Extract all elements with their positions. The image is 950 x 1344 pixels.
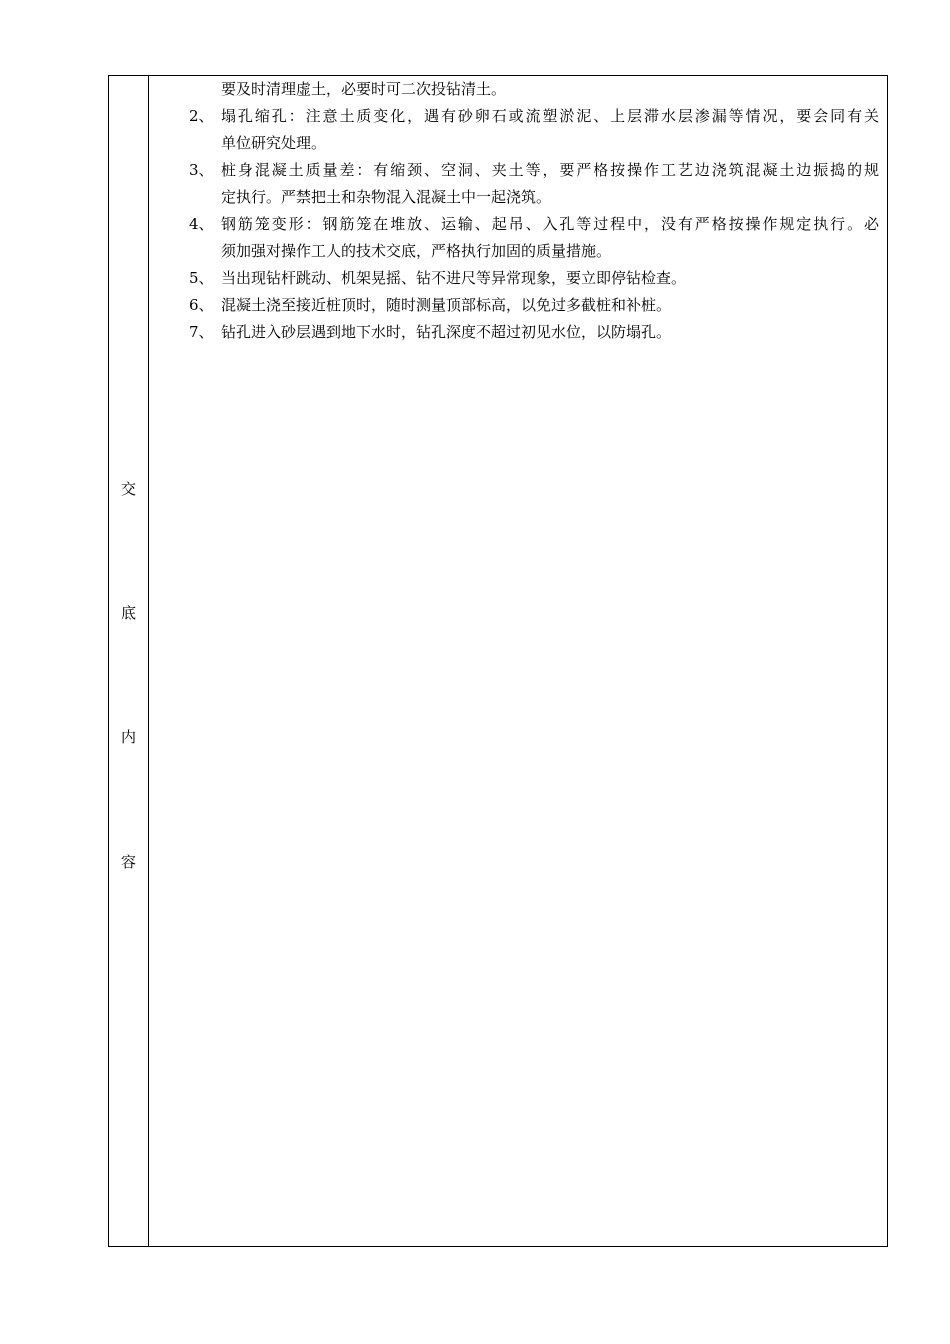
item-number: 7、 xyxy=(189,323,214,341)
list-item xyxy=(149,319,887,346)
section-label-char: 容 xyxy=(120,853,136,871)
list-item xyxy=(149,211,887,238)
section-label-char: 底 xyxy=(120,604,136,622)
section-label-char: 交 xyxy=(120,480,136,498)
item-text-line: 当出现钻杆跳动、机架晃摇、钻不进尺等异常现象，要立即停钻检查。 xyxy=(221,269,687,287)
disclosure-table xyxy=(108,75,888,1247)
item-number: 3、 xyxy=(189,161,214,179)
item-text-line: 塌孔缩孔：注意土质变化，遇有砂卵石或流塑淤泥、上层滞水层渗漏等情况，要会同有关 xyxy=(221,107,879,125)
item-number: 4、 xyxy=(189,215,214,233)
item-text-line: 桩身混凝土质量差：有缩颈、空洞、夹土等，要严格按操作工艺边浇筑混凝土边振捣的规 xyxy=(221,161,879,179)
item-text-line: 钻孔进入砂层遇到地下水时，钻孔深度不超过初见水位，以防塌孔。 xyxy=(221,323,672,341)
list-item xyxy=(149,103,887,130)
item-number: 6、 xyxy=(189,296,214,314)
continuation-line xyxy=(149,76,887,103)
item-text-line: 定执行。严禁把土和杂物混入混凝土中一起浇筑。 xyxy=(221,188,552,206)
item-text-line: 须加强对操作工人的技术交底，严格执行加固的质量措施。 xyxy=(221,242,612,260)
item-text-line: 混凝土浇至接近桩顶时，随时测量顶部标高，以免过多截桩和补桩。 xyxy=(221,296,672,314)
list-item-continuation xyxy=(149,184,887,211)
list-item xyxy=(149,265,887,292)
content-column xyxy=(149,76,887,1246)
list-item xyxy=(149,292,887,319)
continuation-text: 要及时清理虚土，必要时可二次投钻清土。 xyxy=(221,80,507,98)
item-number: 5、 xyxy=(189,269,214,287)
section-label-column xyxy=(109,76,149,1246)
item-text-line: 钢筋笼变形：钢筋笼在堆放、运输、起吊、入孔等过程中，没有严格按操作规定执行。必 xyxy=(221,215,879,233)
list-item-continuation xyxy=(149,130,887,157)
section-label-char: 内 xyxy=(120,728,136,746)
list-item-continuation xyxy=(149,238,887,265)
list-item xyxy=(149,157,887,184)
item-text-line: 单位研究处理。 xyxy=(221,134,327,152)
item-number: 2、 xyxy=(189,107,214,125)
